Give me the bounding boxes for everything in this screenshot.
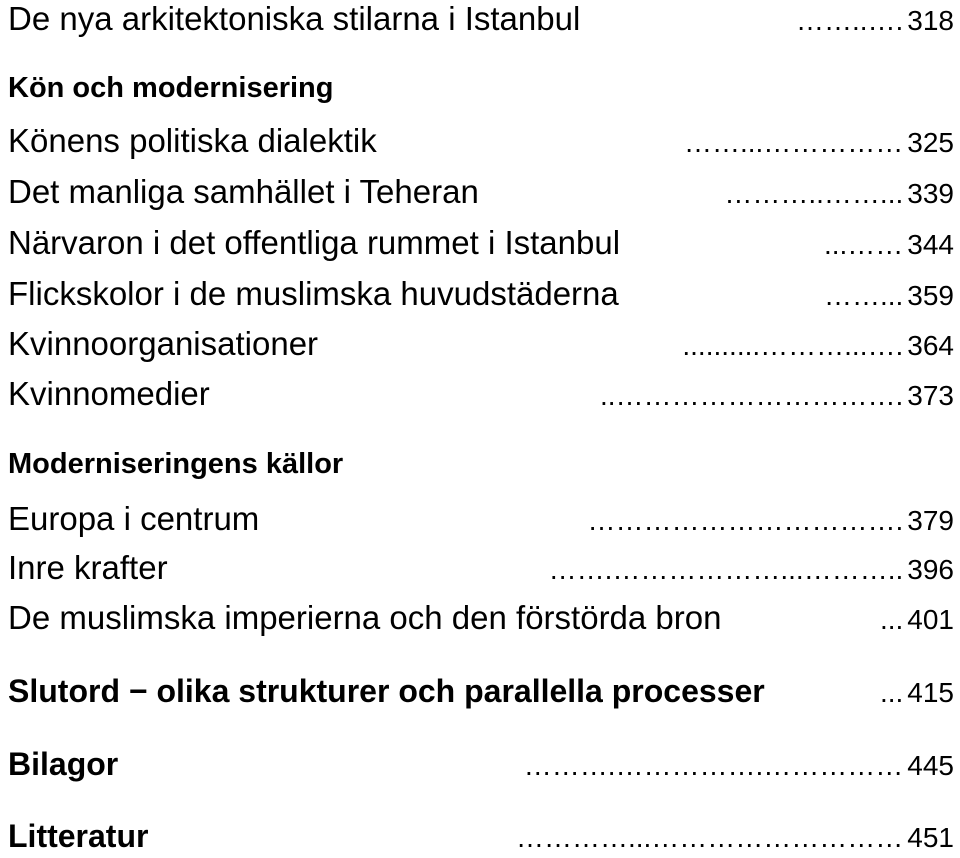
toc-entry: [8, 818, 954, 855]
entry-title: Kvinnomedier: [8, 375, 210, 412]
page-number: 445: [907, 750, 954, 781]
leader-dots: ……….…………….……………: [523, 750, 904, 781]
page-number: 373: [907, 380, 954, 411]
leader-dots: ...: [879, 677, 904, 708]
entry-title: De nya arkitektoniska stilarna i Istanbul: [8, 0, 581, 37]
leader-dots: ……...……………: [683, 127, 904, 158]
entry-title: Litteratur: [8, 818, 149, 854]
page-number: 379: [907, 505, 954, 536]
toc-entry: [8, 599, 954, 637]
toc-entry: [8, 224, 954, 262]
page-number: 396: [907, 554, 954, 585]
entry-title: Slutord − olika strukturer och parallella processer: [8, 673, 765, 709]
toc-entry: [8, 746, 954, 783]
page-number: 401: [907, 604, 954, 635]
page-number: 318: [907, 5, 954, 36]
page-number: 339: [907, 178, 954, 209]
entry-title: Bilagor: [8, 746, 119, 782]
toc-entry: [8, 325, 954, 363]
entry-title: Det manliga samhället i Teheran: [8, 173, 479, 210]
entry-title: Kvinnoorganisationer: [8, 325, 319, 362]
section-heading: Moderniseringens källor: [8, 448, 344, 480]
toc-entry: [8, 173, 954, 211]
leader-dots: ...: [879, 604, 904, 635]
entry-title: Europa i centrum: [8, 500, 260, 537]
page-number: 344: [907, 229, 954, 260]
toc-entry: [8, 0, 954, 38]
section-heading: Kön och modernisering: [8, 72, 334, 104]
page-number: 451: [907, 822, 954, 853]
entry-title: De muslimska imperierna och den förstörda bron: [8, 599, 722, 636]
toc-entry: [8, 122, 954, 160]
toc-entry: [8, 375, 954, 413]
leader-dots: ……...: [823, 280, 904, 311]
leader-dots: …………………………….: [587, 505, 904, 536]
entry-title: Närvaron i det offentliga rummet i Istanbul: [8, 224, 621, 261]
page-number: 415: [907, 677, 954, 708]
leader-dots: ……..….: [795, 5, 904, 36]
entry-title: Inre krafter: [8, 549, 168, 586]
toc-entry: [8, 549, 954, 587]
toc-entry: [8, 673, 954, 710]
leader-dots: ...……: [823, 229, 904, 260]
toc-entry: [8, 275, 954, 313]
leader-dots: …………...………………………: [515, 822, 904, 853]
page-number: 325: [907, 127, 954, 158]
entry-title: Könens politiska dialektik: [8, 122, 377, 159]
leader-dots: …….………………...………..: [548, 554, 904, 585]
leader-dots: ..………………………….: [599, 380, 904, 411]
leader-dots: ..........………...….: [682, 330, 904, 361]
page-number: 359: [907, 280, 954, 311]
leader-dots: ………..……...: [724, 178, 904, 209]
entry-title: Flickskolor i de muslimska huvudstäderna: [8, 275, 619, 312]
toc-entry: [8, 500, 954, 538]
page-number: 364: [907, 330, 954, 361]
